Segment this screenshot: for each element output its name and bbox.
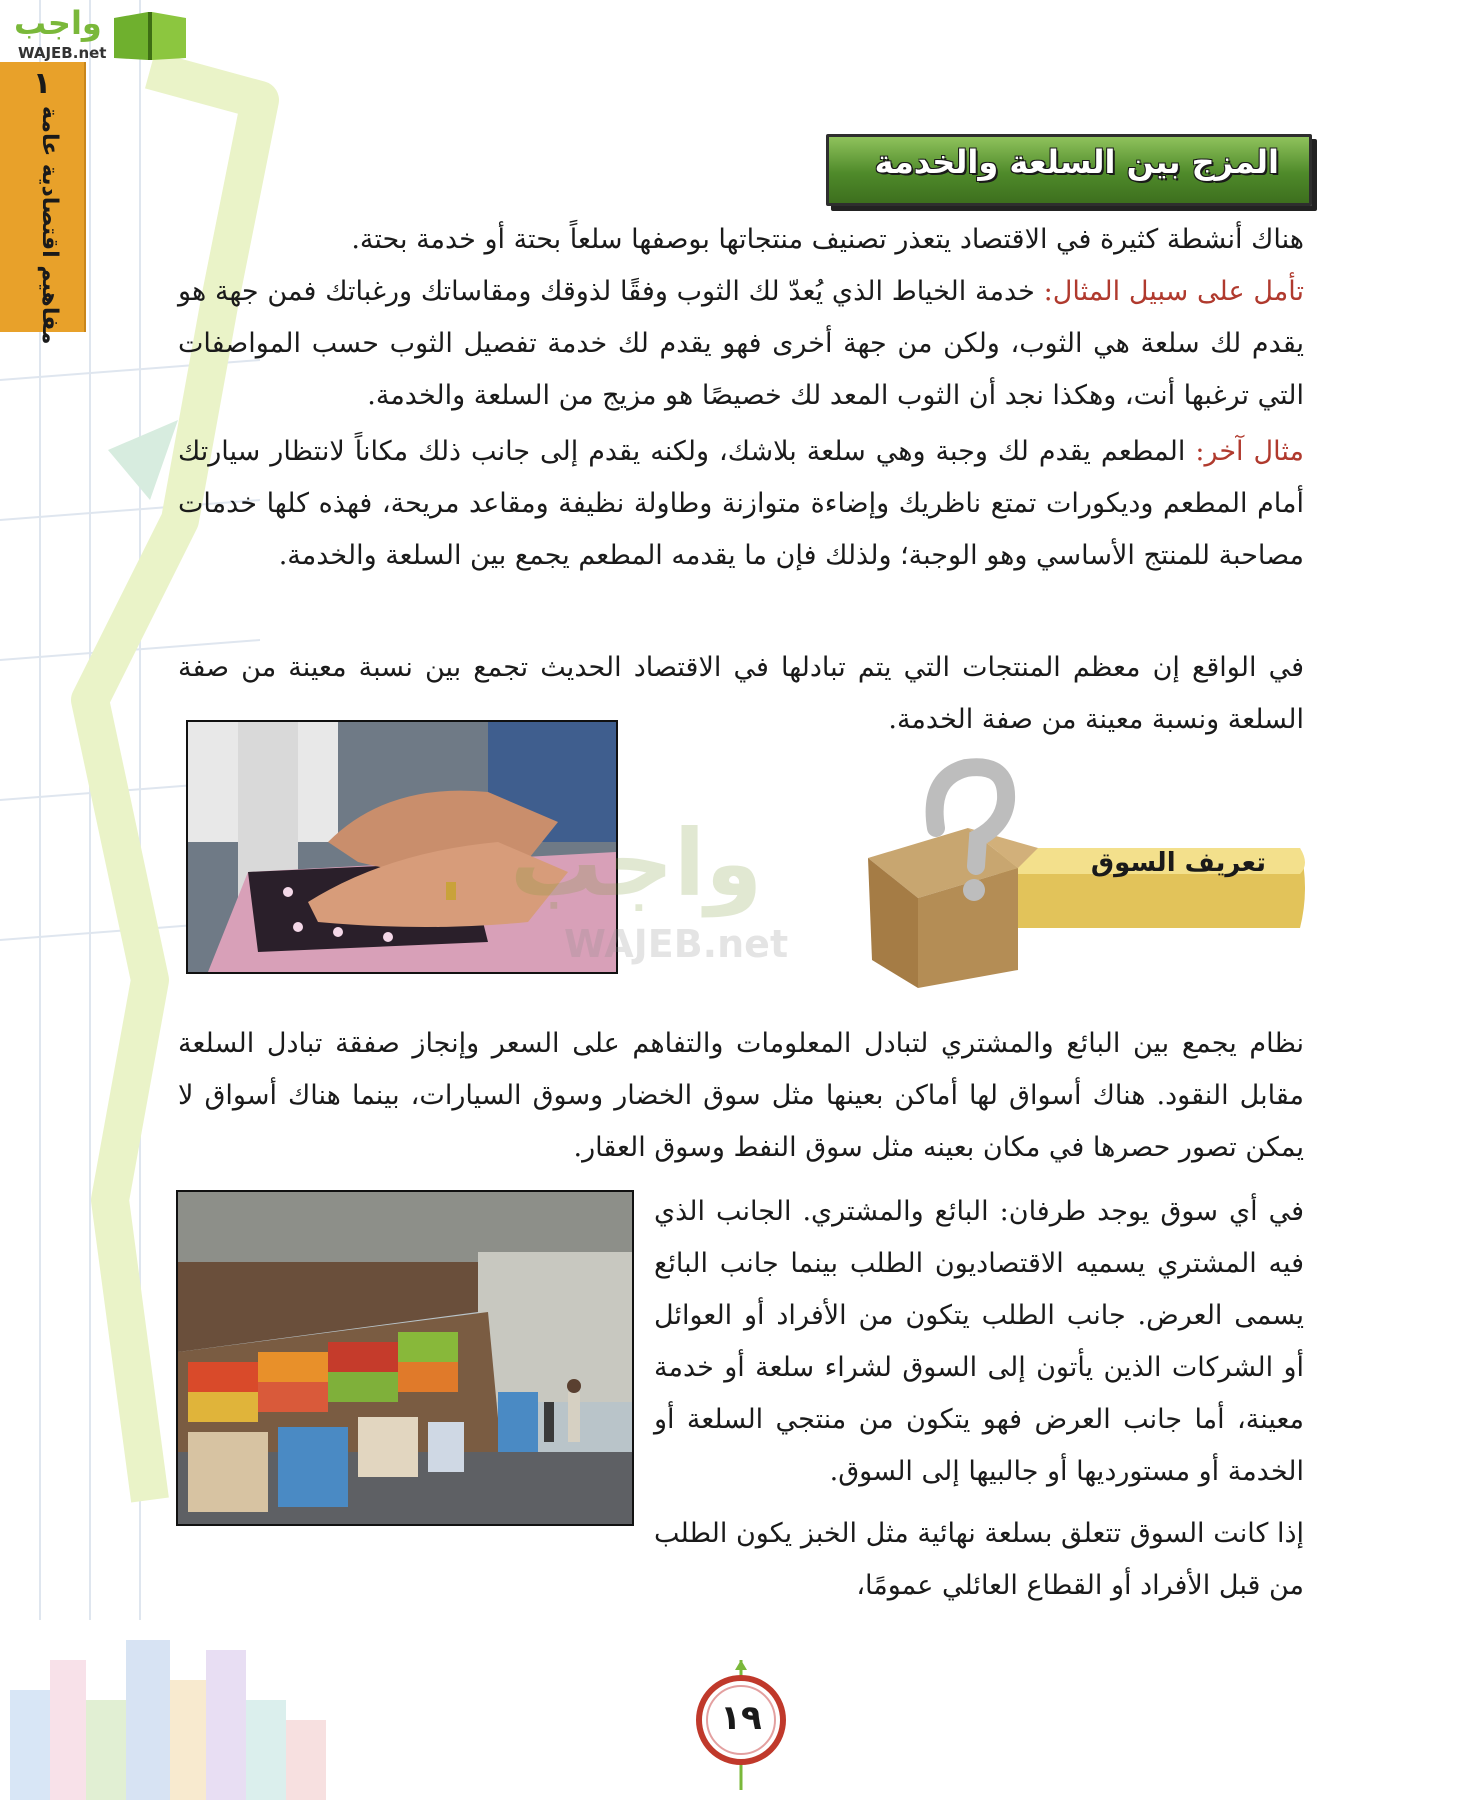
open-book-icon (110, 8, 190, 64)
paragraph-conclusion: في الواقع إن معظم المنتجات التي يتم تبادلها في الاقتصاد الحديث تجمع بين نسبة معينة من صفة السلعة ونسبة معينة من صفة الخدمة. (178, 652, 1304, 735)
section-title: المزج بين السلعة والخدمة (874, 143, 1279, 181)
paragraph-buyer-seller: في أي سوق يوجد طرفان: البائع والمشتري. الجانب الذي فيه المشتري يسميه الاقتصاديون الطلب بينما جانب البائع يسمى العرض. جانب الطلب يتكون من الأفراد أو العوائل أو الشركات الذين يأتون إلى السوق لشراء سلعة أو خدمة معينة، أما جانب العرض فهو يتكون من منتجي السلعة أو الخدمة أو مستورديها أو جالبيها إلى السوق. (654, 1196, 1304, 1487)
paragraph-tailor-example (178, 266, 1304, 422)
page-number: ١٩ (720, 1698, 762, 1738)
wajeb-watermark (500, 810, 880, 980)
watermark-brand: واجب (510, 810, 763, 917)
paragraph-intro: هناك أنشطة كثيرة في الاقتصاد يتعذر تصنيف منتجاتها بوصفها سلعاً بحتة أو خدمة بحتة. (351, 224, 1304, 255)
example-text: المطعم يقدم لك وجبة وهي سلعة بلاشك، ولكنه يقدم إلى جانب ذلك مكاناً لانتظار سيارتك أمام المطعم وديكورات تمتع ناظريك وإضاءة متوازنة وطاولة نظيفة ومقاعد مريحة، فهذه كلها خدمات مصاحبة للمنتج الأساسي وهو الوجبة؛ ولذلك فإن ما يقدمه المطعم يجمع بين السلعة والخدمة. (178, 436, 1304, 571)
paragraph-restaurant-example (178, 426, 1304, 582)
wajeb-logo[interactable] (6, 4, 186, 66)
paragraph-market-definition: نظام يجمع بين البائع والمشتري لتبادل المعلومات والتفاهم على السعر وإنجاز صفقة تبادل السلعة مقابل النقود. هناك أسواق لها أماكن بعينها مثل سوق الخضار وسوق السيارات، بينما هناك أسواق لا يمكن تصور حصرها في مكان بعينه مثل سوق النفط وسوق العقار. (178, 1028, 1304, 1163)
market-definition-banner (848, 748, 1310, 988)
city-skyline-decoration (0, 1610, 330, 1800)
example-lead: تأمل على سبيل المثال: (1043, 276, 1304, 307)
logo-site: WAJEB.net (18, 44, 107, 62)
vegetable-market-photo (176, 1190, 634, 1526)
chapter-number: ١ (32, 66, 52, 101)
chapter-tab (0, 62, 86, 345)
watermark-site: WAJEB.net (564, 922, 789, 966)
example-text: خدمة الخياط الذي يُعدّ لك الثوب وفقًا لذوقك ومقاساتك ورغباتك فمن جهة هو يقدم لك سلعة هي الثوب، ولكن من جهة أخرى فهو يقدم لك خدمة تفصيل الثوب حسب المواصفات التي ترغبها أنت، وهكذا نجد أن الثوب المعد لك خصيصًا هو مزيج من السلعة والخدمة. (178, 276, 1304, 411)
paragraph-final-good: إذا كانت السوق تتعلق بسلعة نهائية مثل الخبز يكون الطلب من قبل الأفراد أو القطاع العائلي عمومًا، (654, 1518, 1304, 1601)
section-header-goods-services (826, 134, 1312, 206)
logo-brand: واجب (14, 4, 102, 42)
page-number-badge (686, 1660, 796, 1790)
example-lead: مثال آخر: (1195, 436, 1304, 467)
section-title: تعريف السوق (1090, 848, 1266, 878)
chapter-title: مفاهيم اقتصادية عامة (37, 106, 62, 345)
